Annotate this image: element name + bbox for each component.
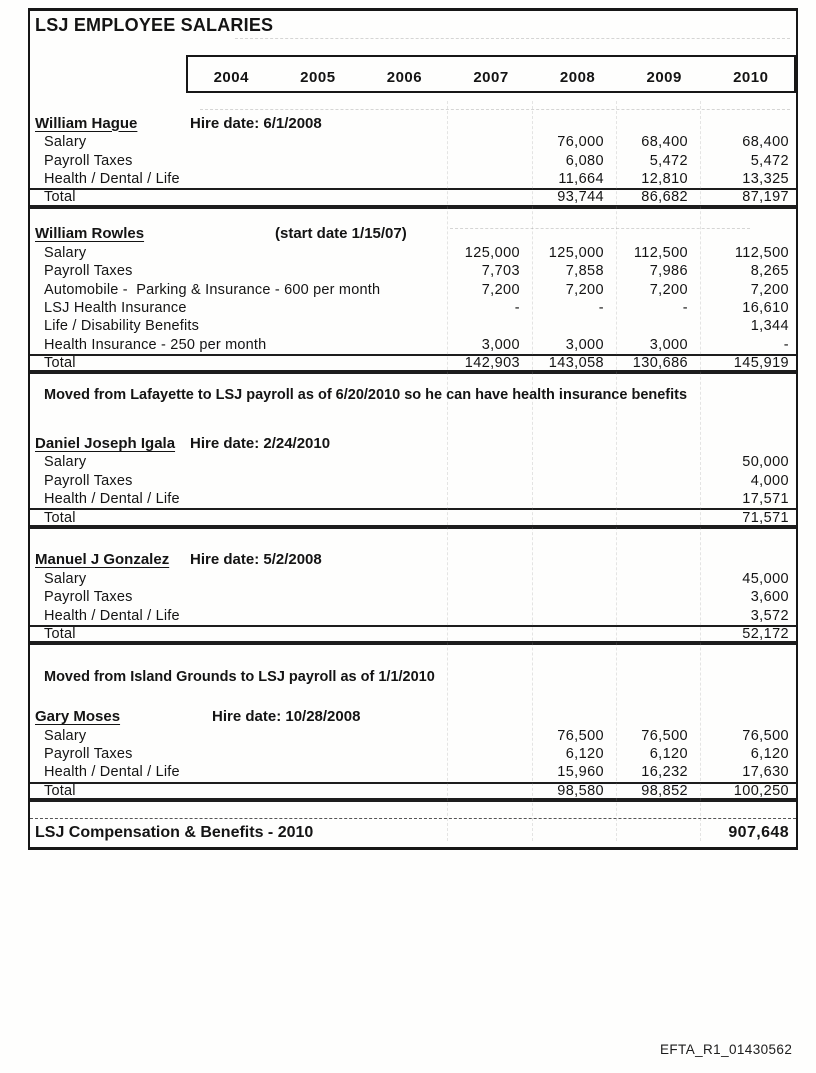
cell-2009: 68,400 [641,134,688,151]
cell-2010: 13,325 [742,170,789,187]
row-label: Health Insurance - 250 per month [44,336,267,353]
note-island-grounds: Moved from Island Grounds to LSJ payroll as of 1/1/2010 [44,669,435,686]
table-row [30,763,796,781]
cell-2010: 76,500 [742,727,789,744]
row-label: Health / Dental / Life [44,764,180,781]
row-label: Total [44,509,76,526]
cell-2008: 76,000 [557,134,604,151]
row-label: Salary [44,571,87,588]
cell-2010: 71,571 [742,509,789,526]
cell-2007: 7,200 [481,281,520,298]
cell-2010: 45,000 [742,571,789,588]
row-label: Health / Dental / Life [44,491,180,508]
hire-date: Hire date: 6/1/2008 [190,114,322,132]
hire-date: Hire date: 10/28/2008 [212,707,361,725]
year-header: 2005 [300,69,336,86]
total-row [30,188,796,206]
cell-2008: 125,000 [548,244,604,261]
row-label: Life / Disability Benefits [44,318,200,335]
cell-2010: 112,500 [734,244,789,261]
cell-2009: 5,472 [649,152,688,169]
employee-header [30,706,796,726]
employee-name: Manuel J Gonzalez [35,551,170,569]
row-label: Total [44,782,76,799]
cell-2009: 12,810 [641,170,688,187]
cell-2008: 11,664 [558,170,604,187]
table-row [30,588,796,606]
table-row [30,151,796,169]
table-row [30,490,796,508]
cell-2010: 1,344 [750,318,789,335]
table-row [30,317,796,335]
cell-2010: 7,200 [750,281,789,298]
cell-2010: 68,400 [742,134,789,151]
cell-2009: - [682,299,688,316]
scan-artifact [450,228,750,229]
cell-2010: 3,572 [750,607,789,624]
table-row [30,280,796,298]
row-label: Total [44,355,76,372]
row-label: Salary [44,727,87,744]
employee-section-hague [30,113,796,207]
cell-2010: 4,000 [750,472,789,489]
row-label: Total [44,189,76,206]
employee-name: Daniel Joseph Igala [35,434,176,452]
cell-2008: 76,500 [557,727,604,744]
cell-2009: 7,986 [649,263,688,280]
cell-2010: 16,610 [742,299,789,316]
year-header: 2004 [213,69,249,86]
cell-2008: 15,960 [557,764,604,781]
table-row [30,607,796,625]
year-header: 2007 [473,69,509,86]
cell-2008: - [598,299,604,316]
cell-2007: 125,000 [464,244,520,261]
hire-date: Hire date: 2/24/2010 [190,434,331,452]
cell-2009: 3,000 [649,336,688,353]
employee-name: Gary Moses [35,707,121,725]
table-row [30,170,796,188]
total-row [30,354,796,372]
row-label: LSJ Health Insurance [44,299,187,316]
cell-2010: 5,472 [750,152,789,169]
cell-2010: 100,250 [733,782,789,799]
cell-2010: 6,120 [750,746,789,762]
cell-2009: 7,200 [649,281,688,298]
table-row [30,244,796,262]
table-row [30,745,796,763]
cell-2010: - [783,336,789,353]
cell-2008: 98,580 [557,782,604,799]
employee-section-moses [30,706,796,800]
cell-2009: 130,686 [632,355,688,372]
cell-2008: 7,200 [565,281,604,298]
start-date: (start date 1/15/07) [275,225,407,243]
cell-2010: 145,919 [733,355,789,372]
cell-2009: 76,500 [641,727,688,744]
cell-2009: 16,232 [641,764,688,781]
row-label: Health / Dental / Life [44,170,180,187]
cell-2008: 7,858 [565,263,604,280]
row-label: Payroll Taxes [44,746,133,762]
grand-total-label: LSJ Compensation & Benefits - 2010 [35,823,314,841]
row-label: Payroll Taxes [44,152,133,169]
scan-artifact [200,109,790,110]
total-row [30,508,796,526]
row-label: Salary [44,134,87,151]
cell-2007: 7,703 [481,263,520,280]
total-row [30,625,796,643]
grand-total-row [30,818,796,850]
table-row [30,262,796,280]
note-lafayette: Moved from Lafayette to LSJ payroll as of 6/20/2010 so he can have health insurance benefits [44,387,688,404]
employee-name: William Hague [35,114,138,132]
cell-2007: 142,903 [464,355,520,372]
hire-date: Hire date: 5/2/2008 [190,551,322,569]
cell-2010: 3,600 [750,589,789,606]
scan-artifact [616,101,617,841]
year-header-row [186,55,796,93]
cell-2010: 52,172 [742,626,789,643]
cell-2010: 17,630 [742,764,789,781]
employee-section-rowles [30,224,796,373]
salary-worksheet [28,8,798,850]
employee-header [30,113,796,133]
table-row [30,453,796,471]
employee-header [30,550,796,570]
row-label: Salary [44,244,87,261]
cell-2009: 98,852 [641,782,688,799]
grand-total-value: 907,648 [728,823,789,841]
total-row [30,782,796,800]
employee-name: William Rowles [35,225,145,243]
year-header: 2006 [386,69,423,86]
cell-2008: 143,058 [548,355,604,372]
table-row [30,133,796,151]
year-header: 2009 [646,69,682,86]
table-row [30,336,796,354]
scan-artifact [447,101,448,841]
scan-artifact [700,101,701,841]
table-row [30,570,796,588]
year-header: 2010 [733,69,769,86]
table-row [30,472,796,490]
row-label: Payroll Taxes [44,472,133,489]
scan-artifact [532,101,533,841]
row-label: Payroll Taxes [44,263,133,280]
employee-section-igala [30,433,796,527]
cell-2007: 3,000 [481,336,520,353]
document-id: EFTA_R1_01430562 [660,1042,793,1057]
row-label: Total [44,626,76,643]
row-label: Automobile - Parking & Insurance - 600 per month [44,281,381,298]
cell-2009: 112,500 [633,244,688,261]
employee-header [30,224,796,244]
cell-2010: 17,571 [742,491,789,508]
table-row [30,726,796,744]
cell-2010: 50,000 [742,454,789,471]
employee-header [30,433,796,453]
year-header: 2008 [559,69,596,86]
scan-artifact [235,38,790,39]
cell-2010: 8,265 [750,263,789,280]
cell-2010: 87,197 [742,189,789,206]
cell-2007: - [514,299,520,316]
cell-2008: 93,744 [557,189,604,206]
row-label: Salary [44,454,87,471]
cell-2009: 6,120 [649,746,688,762]
cell-2008: 6,080 [565,152,604,169]
row-label: Payroll Taxes [44,589,133,606]
row-label: Health / Dental / Life [44,607,180,624]
employee-section-gonzalez [30,550,796,644]
cell-2008: 6,120 [565,746,604,762]
cell-2008: 3,000 [565,336,604,353]
table-row [30,299,796,317]
cell-2009: 86,682 [641,189,688,206]
page-title: LSJ EMPLOYEE SALARIES [35,15,274,35]
